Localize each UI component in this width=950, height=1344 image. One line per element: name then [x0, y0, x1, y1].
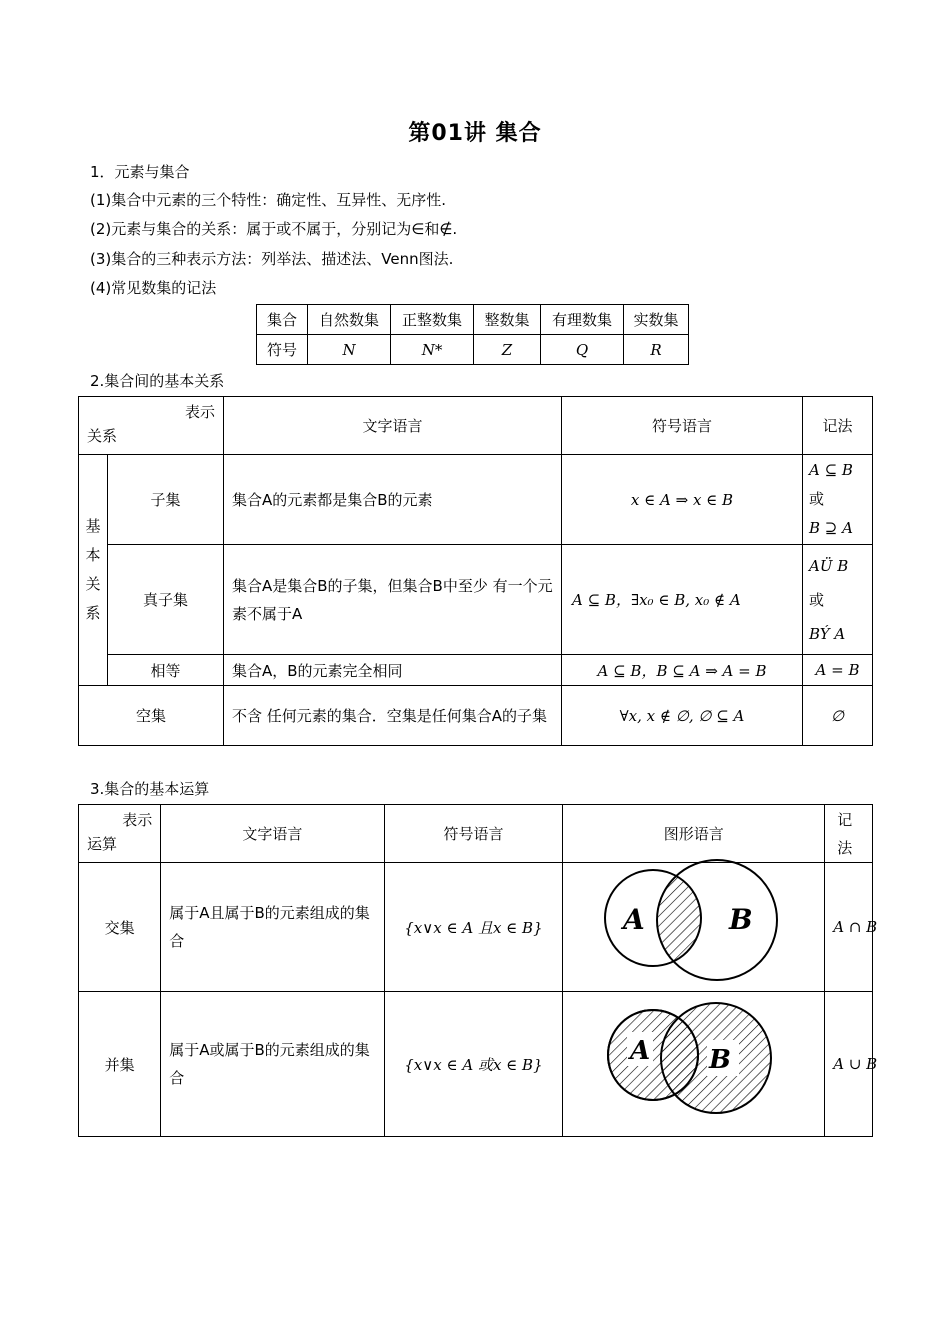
group-char-4: 系	[85, 604, 101, 622]
operation-name-union: 并集	[79, 992, 161, 1137]
venn-intersection-diagram	[563, 863, 808, 987]
proper-notation-or: 或	[809, 590, 825, 609]
section1-item4: (4)常见数集的记法	[90, 279, 217, 297]
relation-symbol-subset: x ∈ A ⇒ x ∈ B	[562, 455, 803, 545]
operations-corner-top: 表示	[122, 811, 153, 829]
relation-name-proper-subset: 真子集	[108, 545, 224, 655]
section1-heading: 1．元素与集合	[90, 163, 190, 181]
relation-name-empty: 空集	[79, 686, 224, 746]
relation-notation-empty: ∅	[803, 686, 873, 746]
relation-text-subset: 集合A的元素都是集合B的元素	[224, 455, 562, 545]
union-label-a: A	[630, 1036, 651, 1066]
numset-header-1: 自然数集	[308, 305, 391, 335]
venn-intersection-cell	[563, 863, 825, 992]
venn-union-diagram	[563, 992, 808, 1132]
relations-col-notation: 记法	[803, 397, 873, 455]
numset-symbol-n: N	[308, 335, 391, 365]
relation-notation-equal: A = B	[803, 655, 873, 686]
numset-symbol-z: Z	[474, 335, 541, 365]
relation-text-equal: 集合A，B的元素完全相同	[224, 655, 562, 686]
section3-heading: 3.集合的基本运算	[90, 780, 210, 798]
group-char-2: 本	[85, 546, 101, 564]
numset-header-4: 有理数集	[541, 305, 624, 335]
venn-label-a: A	[623, 903, 646, 936]
operations-col-notation	[825, 805, 873, 863]
relations-table	[78, 396, 873, 746]
numset-header-2: 正整数集	[391, 305, 474, 335]
section1-item2: (2)元素与集合的关系：属于或不属于，分别记为∈和∉.	[90, 220, 458, 238]
operations-col-text: 文字语言	[161, 805, 384, 863]
proper-notation-1: AÜ B	[809, 556, 849, 575]
subset-notation-2: B ⊇ A	[809, 519, 853, 537]
intersection-notation-text: A ∩ B	[833, 918, 878, 936]
numset-header-3: 整数集	[474, 305, 541, 335]
group-char-1: 基	[85, 517, 101, 535]
operations-col-symbol: 符号语言	[384, 805, 563, 863]
venn-label-b: B	[729, 903, 753, 936]
relation-name-equal: 相等	[108, 655, 224, 686]
proper-notation-2: BÝ A	[809, 624, 846, 643]
operation-symbol-intersection: {x∨x ∈ A 且x ∈ B}	[384, 863, 563, 992]
subset-notation-1: A ⊆ B	[809, 461, 853, 479]
relation-name-subset: 子集	[108, 455, 224, 545]
group-char-3: 关	[85, 575, 101, 593]
relations-col-text: 文字语言	[224, 397, 562, 455]
operations-corner-bottom: 运算	[87, 835, 118, 853]
relations-corner-top: 表示	[184, 403, 215, 421]
venn-union-cell	[563, 992, 825, 1137]
relation-notation-subset	[803, 455, 873, 545]
numset-row-label: 符号	[257, 335, 308, 365]
relation-symbol-empty: ∀x, x ∉ ∅, ∅ ⊆ A	[562, 686, 803, 746]
numset-symbol-nstar: N*	[391, 335, 474, 365]
union-notation-text: A ∪ B	[833, 1055, 878, 1073]
relation-notation-proper-subset	[803, 545, 873, 655]
numset-symbol-r: R	[624, 335, 689, 365]
subset-notation-or: 或	[809, 490, 825, 508]
relations-group-label	[79, 455, 108, 686]
operation-notation-intersection	[825, 863, 878, 992]
number-set-table	[256, 304, 689, 365]
operation-name-intersection: 交集	[79, 863, 161, 992]
relations-corner-bottom: 关系	[87, 427, 118, 445]
relation-text-proper-subset: 集合A是集合B的子集，但集合B中至少 有一个元素不属于A	[224, 545, 562, 655]
operation-text-union: 属于A或属于B的元素组成的集合	[161, 992, 384, 1137]
relations-corner-cell	[79, 397, 224, 455]
section2-heading: 2.集合间的基本关系	[90, 372, 225, 390]
section1-item3: (3)集合的三种表示方法：列举法、描述法、Venn图法.	[90, 250, 454, 268]
section1-item1: (1)集合中元素的三个特性：确定性、互异性、无序性.	[90, 191, 447, 209]
operation-text-intersection: 属于A且属于B的元素组成的集合	[161, 863, 384, 992]
operations-corner-cell	[79, 805, 161, 863]
operations-table	[78, 804, 878, 1137]
operations-col-graph: 图形语言	[563, 805, 825, 863]
relation-symbol-proper-subset: A ⊆ B，∃x₀ ∈ B, x₀ ∉ A	[562, 545, 803, 655]
numset-symbol-q: Q	[541, 335, 624, 365]
relation-text-empty: 不含 任何元素的集合．空集是任何集合A的子集	[224, 686, 562, 746]
relations-col-symbol: 符号语言	[562, 397, 803, 455]
operation-notation-union	[825, 992, 878, 1137]
relation-symbol-equal: A ⊆ B，B ⊆ A ⇒ A = B	[562, 655, 803, 686]
union-label-b: B	[709, 1045, 732, 1075]
numset-header-5: 实数集	[624, 305, 689, 335]
numset-header-0: 集合	[257, 305, 308, 335]
page-title: 第01讲 集合	[408, 121, 542, 146]
notation-header-top: 记	[837, 810, 853, 829]
notation-header-bottom: 法	[837, 838, 853, 857]
operation-symbol-union: {x∨x ∈ A 或x ∈ B}	[384, 992, 563, 1137]
